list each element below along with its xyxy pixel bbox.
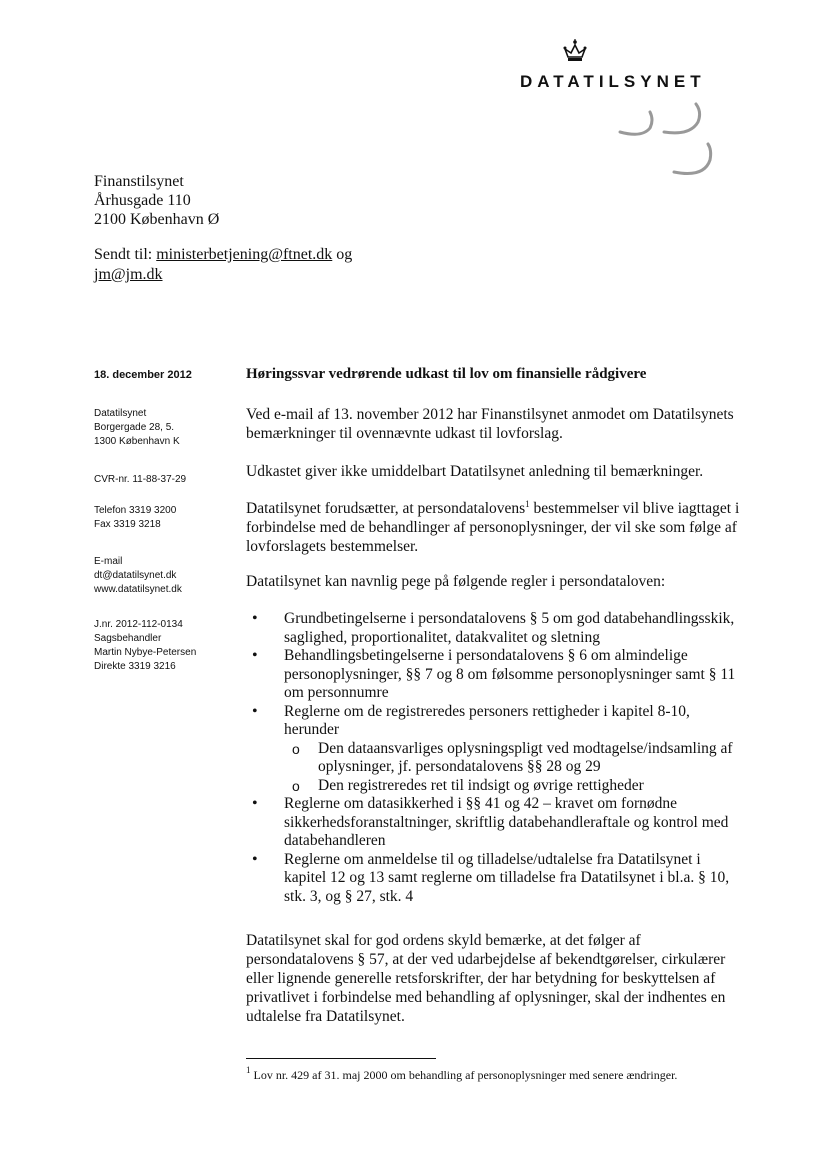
rules-list [246, 610, 746, 906]
sent-to-connector: og [336, 246, 353, 263]
list-item: • Reglerne om datasikkerhed i §§ 41 og 42 – kravet om fornødne sikkerhedsforanstaltninger, skriftlig databehandleraftale og kontrol med databehandleren [246, 795, 746, 851]
sub-list [284, 740, 746, 796]
footnote-text: Lov nr. 429 af 31. maj 2000 om behandling af personoplysninger med senere ændringer. [250, 1068, 678, 1082]
journal-number: J.nr. 2012-112-0134 [94, 619, 183, 630]
sender-street: Borgergade 28, 5. [94, 422, 175, 433]
caseworker-name: Martin Nybye-Petersen [94, 647, 197, 658]
recipient-street: Århusgade 110 [94, 192, 191, 209]
sender-city: 1300 København K [94, 436, 180, 447]
crown-icon [562, 38, 588, 64]
paragraph-3-start: Datatilsynet forudsætter, at persondatalovens [246, 500, 526, 517]
email-link-jm[interactable]: jm@jm.dk [94, 266, 163, 283]
paragraph-4: Datatilsynet kan navnlig pege på følgende regler i persondataloven: [246, 573, 666, 590]
paragraph-1: Ved e-mail af 13. november 2012 har Finanstilsynet anmodet om Datatilsynets bemærkninger til ovennævnte udkast til lovforslag. [246, 406, 734, 442]
sender-phone: Telefon 3319 3200 [94, 505, 177, 516]
sender-cvr: CVR-nr. 11-88-37-29 [94, 474, 187, 485]
footnote-divider [246, 1058, 436, 1059]
handwritten-mark-icon [612, 100, 722, 185]
sender-fax: Fax 3319 3218 [94, 519, 161, 530]
list-item: • Grundbetingelserne i persondatalovens § 5 om god databehandlingsskik, saglighed, proportionalitet, datakvalitet og sletning [246, 610, 746, 647]
recipient-city: 2100 København Ø [94, 211, 220, 228]
sent-to [94, 245, 394, 285]
email-link-ministerbetjening[interactable]: ministerbetjening@ftnet.dk [156, 246, 333, 263]
list-item [246, 703, 746, 796]
direct-phone: Direkte 3319 3216 [94, 661, 176, 672]
list-item-text: Reglerne om de registreredes personers rettigheder i kapitel 8-10, herunder [284, 702, 690, 738]
logo-wordmark: DATATILSYNET [520, 72, 706, 91]
sender-org: Datatilsynet [94, 408, 147, 419]
sub-list-item: o Den dataansvarliges oplysningspligt ved modtagelse/indsamling af oplysninger, jf. persondatalovens §§ 28 og 29 [284, 740, 746, 777]
letter-subject: Høringssvar vedrørende udkast til lov om finansielle rådgivere [246, 366, 647, 382]
letter-date: 18. december 2012 [94, 369, 192, 381]
caseworker-label: Sagsbehandler [94, 633, 162, 644]
list-item: • Reglerne om anmeldelse til og tilladelse/udtalelse fra Datatilsynet i kapitel 12 og 13 samt reglerne om tilladelse fra Datatilsynet i bl.a. § 10, stk. 3, og § 27, stk. 4 [246, 851, 746, 907]
footnote-number: 1 [246, 1065, 251, 1075]
sent-to-label: Sendt til: [94, 246, 153, 263]
email-label: E-mail [94, 556, 123, 567]
paragraph-5: Datatilsynet skal for god ordens skyld bemærke, at det følger af persondatalovens § 57, at der ved udarbejdelse af bekendtgørelser, cirkulærer eller lignende generelle retsforskrifter, der har betydning for beskyttelsen af privatlivet i forbindelse med behandling af oplysninger, skal der indhentes en udtalelse fra Datatilsynet. [246, 932, 726, 1025]
recipient-name: Finanstilsynet [94, 173, 184, 190]
footnote-ref: 1 [525, 499, 530, 509]
letterhead-logo [520, 38, 735, 98]
sender-web[interactable]: www.datatilsynet.dk [94, 584, 182, 595]
sender-email[interactable]: dt@datatilsynet.dk [94, 570, 177, 581]
paragraph-3 [246, 499, 751, 556]
list-item: • Behandlingsbetingelserne i persondatalovens § 6 om almindelige personoplysninger, §§ 7 og 8 om følsomme personoplysninger samt § 11 om personnumre [246, 647, 746, 703]
footnote [246, 1065, 678, 1083]
sub-list-item: o Den registreredes ret til indsigt og øvrige rettigheder [284, 777, 746, 796]
paragraph-2: Udkastet giver ikke umiddelbart Datatilsynet anledning til bemærkninger. [246, 463, 704, 480]
paragraph-3-end: bestemmelser vil blive iagttaget i forbindelse med de behandlinger af personoplysninger, der vil ske som følge af lovforslagets bestemmelser. [246, 500, 740, 555]
